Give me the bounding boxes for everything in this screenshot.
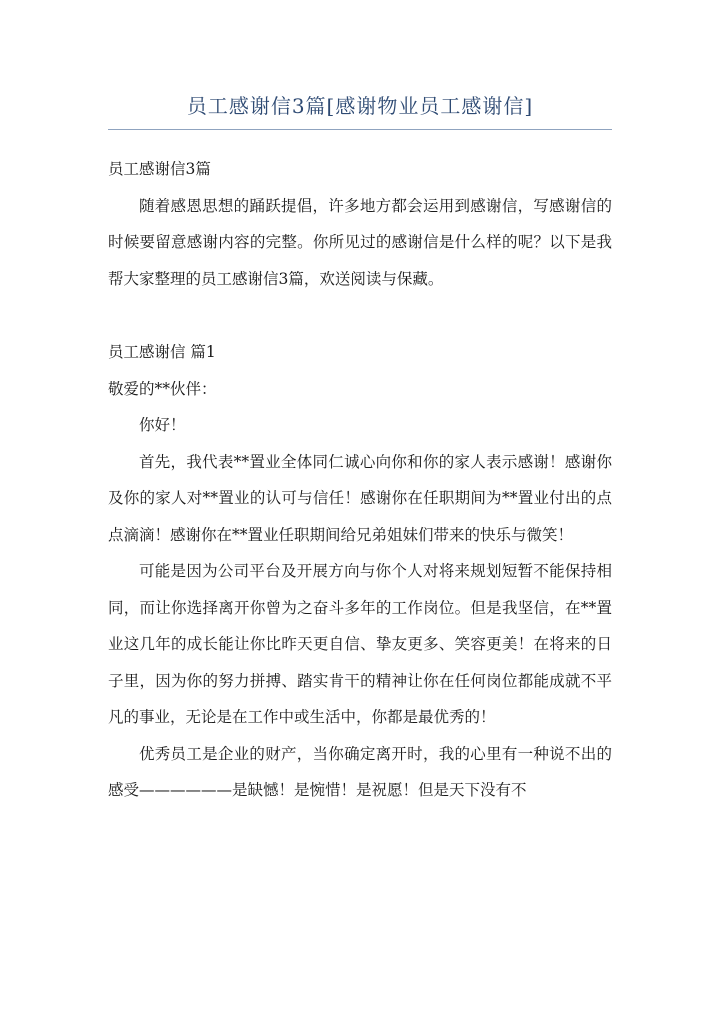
letter-salutation: 敬爱的**伙伴： xyxy=(108,379,217,398)
letter-heading: 员工感谢信 篇1 xyxy=(108,343,216,361)
letter-paragraph: 可能是因为公司平台及开展方向与你个人对将来规划短暂不能保持相同，而让你选择离开你曾为之奋斗多年的工作岗位。但是我坚信，在**置业这几年的成长能让你比昨天更自信、挚友更多、笑容更美！在将来的日子里，因为你的努力拼搏、踏实肯干的精神让你在任何岗位都能成就不平凡的事业，无论是在工作中或生活中，你都是最优秀的！ xyxy=(108,562,612,726)
letter-paragraph: 首先，我代表**置业全体同仁诚心向你和你的家人表示感谢！感谢你及你的家人对**置业的认可与信任！感谢你在任职期间为**置业付出的点点滴滴！感谢你在**置业任职期间给兄弟姐妹们带来的快乐与微笑！ xyxy=(108,452,612,544)
letter-paragraph: 优秀员工是企业的财产，当你确定离开时，我的心里有一种说不出的感受——————是缺憾！是惋惜！是祝愿！但是天下没有不 xyxy=(108,744,612,799)
document-title: 员工感谢信3篇[感谢物业员工感谢信] xyxy=(186,94,534,118)
letter-greeting: 你好！ xyxy=(139,416,186,434)
document-body xyxy=(108,151,612,809)
intro-paragraph: 随着感恩思想的踊跃提倡，许多地方都会运用到感谢信，写感谢信的时候要留意感谢内容的完整。你所见过的感谢信是什么样的呢？以下是我帮大家整理的员工感谢信3篇，欢送阅读与保藏。 xyxy=(108,196,612,288)
title-divider xyxy=(108,129,612,130)
intro-heading: 员工感谢信3篇 xyxy=(108,160,211,178)
section-spacer xyxy=(108,297,612,334)
